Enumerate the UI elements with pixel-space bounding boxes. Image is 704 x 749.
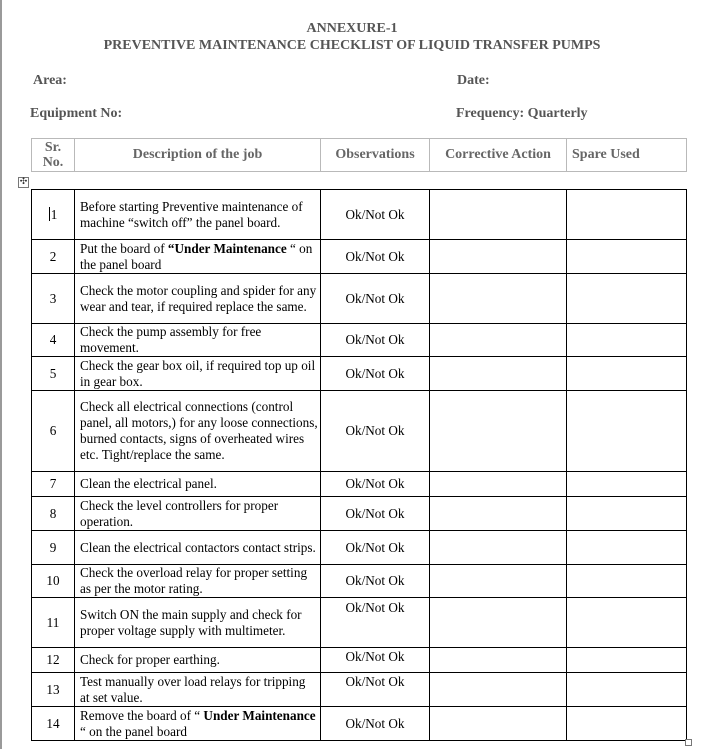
row-corrective-action[interactable] xyxy=(430,190,567,240)
column-header-table xyxy=(31,138,687,172)
row-corrective-action[interactable] xyxy=(430,598,567,648)
table-row xyxy=(32,357,687,391)
row-corrective-action[interactable] xyxy=(430,391,567,472)
row-observation[interactable]: Ok/Not Ok xyxy=(321,190,430,240)
header-corrective-action[interactable]: Corrective Action xyxy=(430,139,567,172)
table-row xyxy=(32,190,687,240)
table-row xyxy=(32,598,687,648)
row-corrective-action[interactable] xyxy=(430,324,567,357)
row-corrective-action[interactable] xyxy=(430,274,567,324)
row-sr[interactable]: 13 xyxy=(32,673,75,707)
row-observation[interactable]: Ok/Not Ok xyxy=(321,324,430,357)
row-spare-used[interactable] xyxy=(567,531,687,565)
table-row xyxy=(32,324,687,357)
table-row xyxy=(32,497,687,531)
row-description[interactable]: Remove the board of “ Under Maintenance “ on the panel board xyxy=(75,707,321,741)
row-sr[interactable]: 10 xyxy=(32,565,75,598)
row-description[interactable]: Before starting Preventive maintenance of machine “switch off” the panel board. xyxy=(75,190,321,240)
equipment-label[interactable]: Equipment No: xyxy=(30,106,123,121)
table-row xyxy=(32,673,687,707)
row-corrective-action[interactable] xyxy=(430,673,567,707)
row-spare-used[interactable] xyxy=(567,357,687,391)
row-spare-used[interactable] xyxy=(567,274,687,324)
row-spare-used[interactable] xyxy=(567,497,687,531)
row-spare-used[interactable] xyxy=(567,391,687,472)
text-cursor-icon xyxy=(49,207,50,221)
row-observation[interactable]: Ok/Not Ok xyxy=(321,673,430,707)
row-spare-used[interactable] xyxy=(567,565,687,598)
row-observation[interactable]: Ok/Not Ok xyxy=(321,391,430,472)
area-label[interactable]: Area: xyxy=(33,73,67,88)
row-observation[interactable]: Ok/Not Ok xyxy=(321,357,430,391)
row-description[interactable]: Check the gear box oil, if required top up oil in gear box. xyxy=(75,357,321,391)
row-sr[interactable]: 2 xyxy=(32,240,75,274)
row-description[interactable]: Check the overload relay for proper setting as per the motor rating. xyxy=(75,565,321,598)
row-description[interactable]: Switch ON the main supply and check for proper voltage supply with multimeter. xyxy=(75,598,321,648)
table-row xyxy=(32,531,687,565)
row-sr[interactable]: 7 xyxy=(32,472,75,497)
page-left-edge xyxy=(0,0,2,749)
header-spare-used[interactable]: Spare Used xyxy=(567,139,687,172)
row-description[interactable]: Check the level controllers for proper operation. xyxy=(75,497,321,531)
table-row xyxy=(32,707,687,741)
table-row xyxy=(32,565,687,598)
header-sr[interactable] xyxy=(32,139,75,172)
header-observations[interactable]: Observations xyxy=(321,139,430,172)
header-sr-text: Sr. No. xyxy=(42,140,64,170)
row-corrective-action[interactable] xyxy=(430,497,567,531)
table-row xyxy=(32,240,687,274)
row-sr[interactable]: 5 xyxy=(32,357,75,391)
annexure-heading: ANNEXURE-1 xyxy=(306,21,398,36)
row-corrective-action[interactable] xyxy=(430,472,567,497)
row-description[interactable]: Clean the electrical panel. xyxy=(75,472,321,497)
row-description[interactable]: Check the motor coupling and spider for any wear and tear, if required replace the same. xyxy=(75,274,321,324)
row-sr[interactable]: 12 xyxy=(32,648,75,673)
row-description[interactable]: Put the board of “Under Maintenance “ on the panel board xyxy=(75,240,321,274)
document-title: PREVENTIVE MAINTENANCE CHECKLIST OF LIQUID TRANSFER PUMPS xyxy=(103,38,601,53)
row-observation[interactable]: Ok/Not Ok xyxy=(321,472,430,497)
row-corrective-action[interactable] xyxy=(430,565,567,598)
table-row xyxy=(32,472,687,497)
row-corrective-action[interactable] xyxy=(430,707,567,741)
row-spare-used[interactable] xyxy=(567,648,687,673)
row-description[interactable]: Check for proper earthing. xyxy=(75,648,321,673)
row-observation[interactable]: Ok/Not Ok xyxy=(321,274,430,324)
row-sr[interactable]: 14 xyxy=(32,707,75,741)
date-label[interactable]: Date: xyxy=(457,73,490,88)
row-observation[interactable]: Ok/Not Ok xyxy=(321,531,430,565)
row-spare-used[interactable] xyxy=(567,598,687,648)
row-sr[interactable]: 11 xyxy=(32,598,75,648)
row-sr[interactable]: 9 xyxy=(32,531,75,565)
row-corrective-action[interactable] xyxy=(430,357,567,391)
table-row xyxy=(32,274,687,324)
row-observation[interactable]: Ok/Not Ok xyxy=(321,598,430,648)
row-sr[interactable]: 8 xyxy=(32,497,75,531)
row-observation[interactable]: Ok/Not Ok xyxy=(321,240,430,274)
table-resize-handle-icon[interactable] xyxy=(685,739,692,746)
row-spare-used[interactable] xyxy=(567,190,687,240)
table-row xyxy=(32,391,687,472)
row-corrective-action[interactable] xyxy=(430,531,567,565)
row-description[interactable]: Check all electrical connections (control panel, all motors,) for any loose connections, burned contacts, signs of overheated wires etc. Tight/replace the same. xyxy=(75,391,321,472)
table-move-handle-icon[interactable]: ✣ xyxy=(19,177,28,187)
table-row xyxy=(32,648,687,673)
row-sr[interactable]: 3 xyxy=(32,274,75,324)
row-observation[interactable]: Ok/Not Ok xyxy=(321,565,430,598)
row-corrective-action[interactable] xyxy=(430,240,567,274)
row-spare-used[interactable] xyxy=(567,324,687,357)
row-spare-used[interactable] xyxy=(567,240,687,274)
row-observation[interactable]: Ok/Not Ok xyxy=(321,648,430,673)
checklist-table xyxy=(31,189,687,741)
row-observation[interactable]: Ok/Not Ok xyxy=(321,707,430,741)
header-description[interactable]: Description of the job xyxy=(75,139,321,172)
row-observation[interactable]: Ok/Not Ok xyxy=(321,497,430,531)
row-sr[interactable]: 6 xyxy=(32,391,75,472)
row-sr[interactable]: 1 xyxy=(32,190,75,240)
row-description[interactable]: Clean the electrical contactors contact strips. xyxy=(75,531,321,565)
row-description[interactable]: Check the pump assembly for free movement. xyxy=(75,324,321,357)
frequency-label[interactable]: Frequency: Quarterly xyxy=(456,106,588,121)
row-spare-used[interactable] xyxy=(567,673,687,707)
row-spare-used[interactable] xyxy=(567,472,687,497)
row-description[interactable]: Test manually over load relays for tripping at set value. xyxy=(75,673,321,707)
row-corrective-action[interactable] xyxy=(430,648,567,673)
row-sr[interactable]: 4 xyxy=(32,324,75,357)
row-spare-used[interactable] xyxy=(567,707,687,741)
